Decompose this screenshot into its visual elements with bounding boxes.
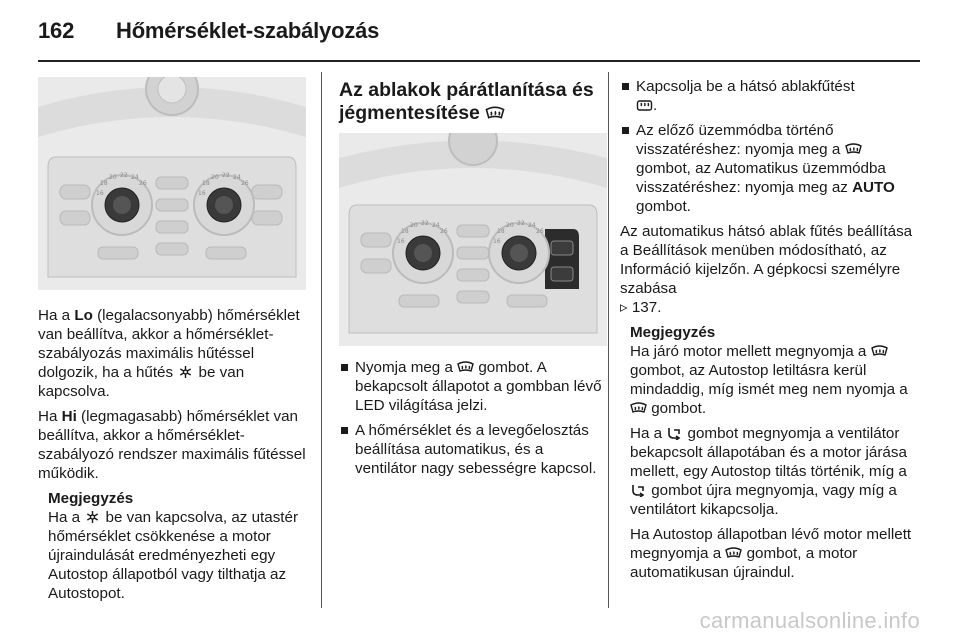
dial-mark: 20 (109, 174, 117, 181)
bullet-item: Az előző üzemmódba történő visszatéréshez: nyomja meg a gombot, az Automatikus üzemmódba visszatéréshez: nyomja meg az AUTO gombot. (620, 121, 920, 216)
note-block (38, 489, 306, 603)
note-title: Megjegyzés (630, 324, 716, 341)
note-text: Ha a gombot megnyomja a ventilátor bekapcsolt állapotában és a motor járása mellett, egy Autostop tiltás történik, míg a gombot újra megnyomja, vagy míg a ventilátort kikapcsolja. (630, 425, 907, 518)
dial-mark: 18 (202, 180, 210, 187)
note-text: Ha a be van kapcsolva, az utastér hőmérséklet csökkenése a motor újraindulását eredményezheti egy Autostop állapotból vagy tilthatja az Autostopot. (48, 509, 299, 602)
note-text: Ha járó motor mellett megnyomja a gombot, az Autostop letiltásra kerül mindaddig, míg ismét meg nem nyomja a gombot. (630, 343, 908, 417)
page-ref-arrow-icon: ▹ (620, 299, 628, 316)
bullet-item: Nyomja meg a gombot. A bekapcsolt állapotot a gombban lévő LED világítása jelzi. (339, 358, 607, 415)
column-3 (620, 77, 920, 588)
column-separator (321, 72, 322, 608)
settings-paragraph: Az automatikus hátsó ablak fűtés beállítása a Beállítások menüben módosítható, az Információ kijelzőn. A gépkocsi személyre szabása ▹ 137. (620, 223, 913, 316)
page-title: Hőmérséklet-szabályozás (116, 18, 380, 43)
climate-panel-photo (38, 77, 306, 290)
dial-mark: 24 (528, 222, 536, 229)
dial-mark: 20 (506, 222, 514, 229)
dial-mark: 18 (497, 228, 505, 235)
note-block (620, 323, 920, 582)
dial-mark: 18 (100, 180, 108, 187)
windshield-defrost-icon (871, 344, 888, 358)
dial-mark: 22 (517, 220, 525, 227)
note-title: Megjegyzés (48, 490, 134, 507)
air-distribution-icon (666, 426, 683, 440)
page-reference: 137. (631, 299, 662, 316)
dial-mark: 22 (120, 172, 128, 179)
dial-mark: 26 (241, 180, 249, 187)
windshield-defrost-icon (630, 401, 647, 415)
windshield-defrost-icon (725, 546, 742, 560)
page-header (38, 18, 379, 44)
header-rule (38, 60, 920, 62)
dial-mark: 16 (397, 238, 405, 245)
snowflake-icon (177, 365, 194, 379)
dial-mark: 24 (233, 174, 241, 181)
dial-mark: 24 (131, 174, 139, 181)
bullet-item: Kapcsolja be a hátsó ablakfűtést . (620, 77, 920, 115)
rear-window-heat-icon (636, 98, 653, 112)
dial-mark: 16 (96, 190, 104, 197)
watermark: carmanualsonline.info (699, 608, 920, 633)
section-heading: Az ablakok párátlanítása és jégmentesítése (339, 79, 594, 124)
bullet-item: A hőmérséklet és a levegőelosztás beállítása automatikus, és a ventilátor nagy sebességre kapcsol. (339, 421, 607, 478)
dial-mark: 26 (139, 180, 147, 187)
windshield-defrost-icon (457, 360, 474, 374)
defrost-panel-photo (339, 133, 607, 346)
windshield-defrost-icon (845, 142, 862, 156)
column-1 (38, 77, 306, 609)
dial-mark: 20 (211, 174, 219, 181)
lo-paragraph: Ha a Lo (legalacsonyabb) hőmérséklet van beállítva, akkor a hőmérséklet-szabályozás maximális hűtéssel dolgozik, ha a hűtés be van kapcsolva. (38, 307, 300, 400)
dial-mark: 26 (536, 228, 544, 235)
hi-paragraph: Ha Hi (legmagasabb) hőmérséklet van beállítva, akkor a hőmérséklet-szabályozó rendszer maximális fűtéssel működik. (38, 408, 306, 482)
defrost-panel-illustration (339, 133, 607, 346)
dial-mark: 16 (493, 238, 501, 245)
page-number: 162 (38, 18, 75, 43)
dial-mark: 22 (222, 172, 230, 179)
dial-mark: 26 (440, 228, 448, 235)
dial-mark: 18 (401, 228, 409, 235)
note-text: Ha Autostop állapotban lévő motor mellett megnyomja a gombot, a motor automatikusan újraindul. (630, 526, 912, 581)
dial-mark: 16 (198, 190, 206, 197)
column-2 (339, 77, 607, 484)
climate-panel-illustration (38, 77, 306, 290)
dial-mark: 20 (410, 222, 418, 229)
snowflake-icon (84, 510, 101, 524)
air-distribution-icon (630, 483, 647, 497)
dial-mark: 22 (421, 220, 429, 227)
windshield-defrost-icon (485, 105, 505, 121)
column-separator (608, 72, 609, 608)
dial-mark: 24 (432, 222, 440, 229)
